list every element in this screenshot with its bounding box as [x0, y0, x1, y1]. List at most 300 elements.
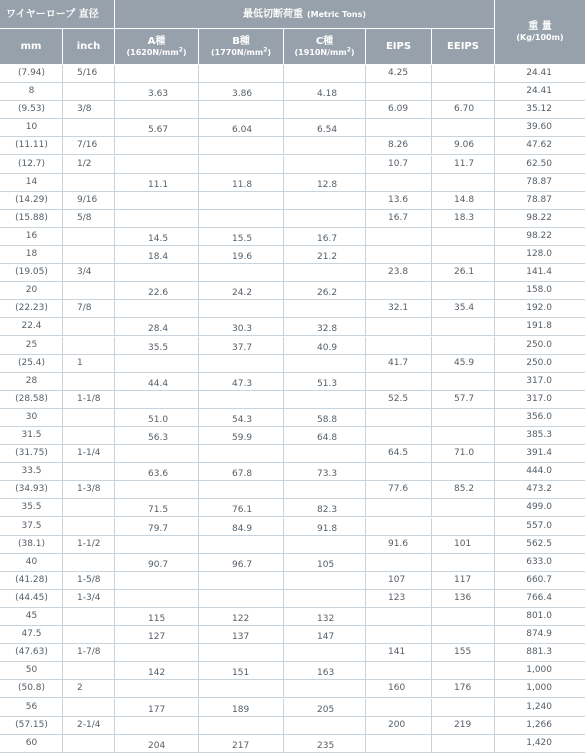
cell-b-value: 217 [232, 740, 250, 751]
cell-inch [63, 590, 115, 607]
cell-a-value: 177 [148, 704, 166, 715]
cell-eeips-value: 57.7 [454, 393, 475, 404]
cell-b [199, 590, 284, 607]
cell-eips [366, 680, 432, 697]
cell-c-value: 58.8 [317, 414, 338, 425]
cell-eeips [432, 626, 495, 643]
cell-mm [0, 137, 63, 154]
cell-eeips [432, 137, 495, 154]
cell-c-value: 16.7 [317, 233, 338, 244]
header-col-eips [366, 29, 432, 65]
cell-b [199, 445, 284, 462]
cell-inch-value: 2 [77, 683, 83, 694]
cell-eeips-value: 155 [454, 647, 472, 658]
cell-eeips [432, 65, 495, 82]
cell-a [115, 463, 199, 480]
cell-c [284, 174, 366, 191]
cell-eips-value: 8.26 [388, 140, 409, 151]
cell-a [115, 735, 199, 752]
cell-mm [0, 409, 63, 426]
cell-w-value: 499.0 [526, 502, 552, 513]
cell-b-value: 76.1 [232, 505, 253, 516]
cell-c-value: 73.3 [317, 469, 338, 480]
cell-w [495, 735, 585, 752]
cell-a [115, 572, 199, 589]
cell-w-value: 385.3 [526, 430, 552, 440]
cell-inch [63, 228, 115, 245]
cell-mm-value: 40 [25, 556, 38, 567]
cell-eips [366, 717, 432, 734]
cell-eips-value: 141 [388, 647, 406, 658]
table-row [0, 83, 585, 101]
cell-c [284, 626, 366, 643]
header-col-c-label: C種 [315, 35, 334, 47]
header-metric-tons-label: (Metric Tons) [306, 9, 367, 19]
cell-mm [0, 210, 63, 227]
cell-mm [0, 264, 63, 281]
cell-inch [63, 409, 115, 426]
cell-inch [63, 481, 115, 498]
cell-eips-value: 13.6 [388, 194, 409, 205]
cell-b [199, 680, 284, 697]
cell-a [115, 355, 199, 372]
cell-eips [366, 137, 432, 154]
header-weight [495, 0, 585, 65]
cell-eeips [432, 228, 495, 245]
cell-c [284, 83, 366, 100]
cell-b-value: 30.3 [232, 324, 253, 335]
cell-eeips [432, 680, 495, 697]
cell-inch-value: 1-1/8 [77, 393, 101, 404]
cell-b [199, 83, 284, 100]
cell-a [115, 101, 199, 118]
cell-eeips [432, 662, 495, 679]
cell-w [495, 174, 585, 191]
cell-eips-value: 91.6 [388, 538, 409, 549]
cell-w-value: 317.0 [526, 375, 552, 386]
cell-inch [63, 391, 115, 408]
cell-c [284, 499, 366, 516]
cell-eeips [432, 391, 495, 408]
cell-mm [0, 590, 63, 607]
header-col-b-label: B種 [232, 35, 250, 47]
cell-mm-value: (47.63) [15, 647, 48, 658]
cell-b [199, 210, 284, 227]
cell-inch [63, 699, 115, 716]
cell-w [495, 717, 585, 734]
cell-eips [366, 264, 432, 281]
cell-eeips-value: 9.06 [454, 140, 475, 151]
cell-b [199, 481, 284, 498]
cell-inch-value: 1 [77, 357, 83, 368]
cell-w-value: 158.0 [526, 285, 552, 296]
cell-b [199, 264, 284, 281]
cell-b-value: 47.3 [232, 378, 253, 389]
cell-inch-value: 2-1/4 [77, 719, 101, 730]
header-col-b [199, 29, 284, 65]
cell-b [199, 717, 284, 734]
cell-c [284, 373, 366, 390]
header-min-breaking-load-label: 最低切断荷重 [242, 8, 303, 20]
cell-c [284, 662, 366, 679]
cell-c-value: 21.2 [317, 252, 338, 262]
cell-w [495, 156, 585, 173]
cell-w-value: 78.87 [526, 194, 552, 205]
cell-w [495, 337, 585, 354]
cell-mm-value: 20 [25, 285, 38, 296]
cell-w-value: 35.12 [526, 104, 552, 115]
cell-w [495, 192, 585, 209]
cell-eips [366, 481, 432, 498]
cell-inch [63, 192, 115, 209]
cell-b-value: 37.7 [232, 342, 253, 353]
cell-b [199, 735, 284, 752]
cell-mm-value: (57.15) [15, 719, 48, 730]
header-col-eeips-label: EEIPS [447, 41, 479, 52]
cell-eeips [432, 192, 495, 209]
cell-inch-value: 1-7/8 [77, 647, 101, 658]
cell-w-value: 47.62 [526, 140, 552, 151]
cell-b-value: 84.9 [232, 523, 253, 534]
cell-eeips [432, 337, 495, 354]
cell-mm [0, 174, 63, 191]
cell-inch [63, 662, 115, 679]
cell-mm-value: 22.4 [21, 321, 42, 332]
cell-mm-value: (14.29) [15, 194, 48, 205]
cell-w-value: 356.0 [526, 411, 552, 422]
cell-c [284, 119, 366, 136]
cell-eips [366, 445, 432, 462]
cell-c-value: 91.8 [317, 523, 338, 534]
cell-mm-value: 30 [25, 411, 38, 422]
cell-eips [366, 282, 432, 299]
table-row [0, 608, 585, 626]
cell-w [495, 680, 585, 697]
cell-eeips [432, 318, 495, 335]
cell-mm [0, 536, 63, 553]
cell-b [199, 518, 284, 535]
cell-mm-value: 14 [25, 176, 38, 187]
header-col-eeips [432, 29, 495, 65]
cell-a [115, 373, 199, 390]
cell-eeips-value: 35.4 [454, 303, 475, 314]
cell-a-value: 142 [148, 668, 166, 679]
cell-eeips [432, 119, 495, 136]
cell-b [199, 626, 284, 643]
cell-eeips [432, 445, 495, 462]
cell-w [495, 644, 585, 661]
table-row [0, 156, 585, 174]
cell-inch [63, 463, 115, 480]
cell-c-value: 105 [317, 559, 335, 570]
cell-eeips [432, 463, 495, 480]
cell-eips [366, 572, 432, 589]
cell-mm [0, 481, 63, 498]
cell-eips [366, 65, 432, 82]
table-row [0, 499, 585, 517]
cell-inch-value: 1/2 [77, 158, 92, 169]
table-row [0, 101, 585, 119]
cell-a-value: 51.0 [148, 414, 169, 425]
cell-b [199, 554, 284, 571]
cell-eips [366, 536, 432, 553]
cell-a-value: 44.4 [148, 378, 169, 389]
table-row [0, 210, 585, 228]
cell-c [284, 337, 366, 354]
cell-eeips-value: 11.7 [454, 158, 475, 169]
table-row [0, 174, 585, 192]
cell-mm-value: 16 [25, 230, 38, 241]
cell-a-value: 115 [148, 614, 166, 624]
cell-mm [0, 318, 63, 335]
cell-inch [63, 264, 115, 281]
cell-inch [63, 210, 115, 227]
cell-b-value: 67.8 [232, 469, 253, 480]
cell-w-value: 391.4 [526, 448, 552, 459]
cell-inch [63, 282, 115, 299]
header-col-c-sub: $(1910N/mm^2)$ [294, 45, 355, 57]
cell-w-value: 191.8 [526, 321, 552, 332]
cell-a-value: 35.5 [148, 342, 169, 353]
cell-eeips [432, 373, 495, 390]
cell-eeips [432, 174, 495, 191]
cell-mm-value: (28.58) [15, 393, 48, 404]
cell-c [284, 300, 366, 317]
cell-b [199, 373, 284, 390]
cell-w-value: 766.4 [526, 592, 552, 603]
cell-a-value: 63.6 [148, 469, 169, 480]
cell-inch [63, 717, 115, 734]
cell-b [199, 608, 284, 625]
cell-eips [366, 590, 432, 607]
cell-w-value: 881.3 [526, 647, 552, 658]
cell-mm [0, 499, 63, 516]
cell-eeips [432, 427, 495, 444]
cell-eips [366, 337, 432, 354]
cell-mm-value: (31.75) [15, 448, 48, 459]
header-col-b-sub: $(1770N/mm^2)$ [210, 45, 272, 57]
cell-mm-value: (50.8) [17, 683, 46, 694]
cell-b-value: 59.9 [232, 433, 253, 443]
cell-eips [366, 318, 432, 335]
cell-eips [366, 101, 432, 118]
header-weight-label: 重 量 [528, 21, 552, 32]
cell-a [115, 156, 199, 173]
cell-eips [366, 228, 432, 245]
cell-eips [366, 554, 432, 571]
cell-w-value: 39.60 [526, 122, 552, 133]
cell-eips [366, 626, 432, 643]
cell-b-value: 3.86 [232, 89, 253, 100]
cell-inch [63, 518, 115, 535]
cell-inch [63, 246, 115, 263]
cell-a [115, 699, 199, 716]
cell-b-value: 96.7 [232, 559, 253, 570]
cell-w [495, 662, 585, 679]
cell-w [495, 101, 585, 118]
cell-c-value: 12.8 [317, 179, 338, 190]
table-row [0, 318, 585, 336]
cell-eeips [432, 355, 495, 372]
cell-b [199, 662, 284, 679]
cell-mm [0, 717, 63, 734]
header-col-mm-label: mm [20, 41, 42, 52]
cell-b [199, 228, 284, 245]
cell-w-value: 317.0 [526, 393, 552, 404]
cell-b-value: 15.5 [232, 233, 253, 244]
cell-eeips [432, 246, 495, 263]
cell-w [495, 536, 585, 553]
cell-c [284, 445, 366, 462]
cell-w-value: 250.0 [526, 357, 552, 368]
cell-w [495, 264, 585, 281]
cell-eips [366, 735, 432, 752]
cell-inch-value: 3/4 [77, 267, 92, 278]
cell-mm-value: 37.5 [21, 520, 42, 531]
cell-inch-value: 1-3/8 [77, 484, 101, 495]
cell-eeips [432, 590, 495, 607]
cell-eips [366, 210, 432, 227]
cell-a-value: 3.63 [148, 89, 169, 100]
cell-inch [63, 735, 115, 752]
cell-eips-value: 10.7 [388, 158, 409, 169]
header-col-a-sub: $(1620N/mm^2)$ [126, 45, 187, 57]
cell-a [115, 644, 199, 661]
cell-eeips [432, 644, 495, 661]
header-col-mm [0, 29, 63, 65]
cell-c-value: 163 [317, 668, 335, 679]
cell-eips-value: 123 [388, 592, 406, 603]
header-wire-diameter [0, 0, 115, 29]
cell-mm-value: (11.11) [15, 140, 48, 151]
cell-mm [0, 355, 63, 372]
cell-eeips [432, 481, 495, 498]
cell-a [115, 83, 199, 100]
cell-w-value: 633.0 [526, 556, 552, 567]
cell-b [199, 463, 284, 480]
cell-mm [0, 119, 63, 136]
table-row [0, 644, 585, 662]
cell-eeips [432, 264, 495, 281]
cell-mm-value: 28 [25, 375, 38, 386]
cell-b [199, 536, 284, 553]
cell-w [495, 626, 585, 643]
cell-w [495, 463, 585, 480]
cell-a [115, 481, 199, 498]
cell-mm [0, 626, 63, 643]
cell-w [495, 572, 585, 589]
cell-w [495, 481, 585, 498]
cell-a [115, 590, 199, 607]
cell-a [115, 445, 199, 462]
table-row [0, 735, 585, 753]
table-row [0, 662, 585, 680]
cell-w-value: 1,266 [526, 719, 552, 730]
cell-w [495, 83, 585, 100]
cell-inch [63, 680, 115, 697]
cell-eeips [432, 409, 495, 426]
cell-w-value: 660.7 [526, 574, 552, 585]
table-row [0, 228, 585, 246]
header-col-a [115, 29, 199, 65]
cell-mm-value: (25.4) [17, 357, 46, 368]
cell-inch-value: 7/8 [77, 303, 92, 314]
cell-eeips-value: 136 [454, 592, 472, 603]
cell-w [495, 608, 585, 625]
cell-c [284, 137, 366, 154]
cell-b [199, 137, 284, 154]
cell-b [199, 119, 284, 136]
cell-a [115, 554, 199, 571]
header-col-inch-label: inch [76, 41, 101, 52]
cell-w-value: 1,240 [526, 701, 552, 712]
cell-mm [0, 680, 63, 697]
cell-a-value: 22.6 [148, 288, 169, 299]
cell-eips-value: 16.7 [388, 212, 409, 223]
cell-a [115, 137, 199, 154]
cell-w-value: 1,000 [526, 683, 552, 694]
cell-inch-value: 3/8 [77, 104, 92, 115]
cell-c [284, 210, 366, 227]
cell-a [115, 409, 199, 426]
cell-eips [366, 699, 432, 716]
cell-inch-value: 1-1/2 [77, 538, 101, 549]
cell-mm-value: (34.93) [15, 484, 48, 495]
cell-eips [366, 156, 432, 173]
cell-eeips-value: 14.8 [454, 194, 475, 205]
cell-mm [0, 101, 63, 118]
cell-b [199, 499, 284, 516]
cell-w [495, 409, 585, 426]
table-row [0, 680, 585, 698]
cell-mm-value: 31.5 [21, 430, 42, 440]
cell-w [495, 699, 585, 716]
table-row [0, 391, 585, 409]
cell-c [284, 101, 366, 118]
cell-mm [0, 65, 63, 82]
cell-w [495, 282, 585, 299]
cell-a-value: 90.7 [148, 559, 169, 570]
cell-mm [0, 192, 63, 209]
cell-inch [63, 608, 115, 625]
cell-eeips-value: 6.70 [454, 104, 475, 115]
cell-a [115, 626, 199, 643]
cell-a-value: 18.4 [148, 252, 169, 262]
cell-mm-value: 47.5 [21, 629, 42, 640]
cell-inch-value: 5/8 [77, 212, 92, 223]
cell-inch [63, 427, 115, 444]
table-row [0, 518, 585, 536]
cell-eeips [432, 300, 495, 317]
cell-c [284, 554, 366, 571]
cell-inch-value: 1-5/8 [77, 574, 101, 585]
cell-c-value: 51.3 [317, 378, 338, 389]
table-row [0, 246, 585, 264]
header-col-c [284, 29, 366, 65]
cell-mm-value: 35.5 [21, 502, 42, 513]
cell-b [199, 192, 284, 209]
table-row [0, 137, 585, 155]
cell-b [199, 300, 284, 317]
cell-c [284, 427, 366, 444]
cell-inch-value: 1-3/4 [77, 592, 101, 603]
cell-mm-value: (38.1) [17, 538, 46, 549]
cell-mm-value: 10 [25, 122, 38, 133]
cell-c-value: 26.2 [317, 288, 338, 299]
cell-c [284, 318, 366, 335]
cell-b [199, 174, 284, 191]
cell-b [199, 101, 284, 118]
